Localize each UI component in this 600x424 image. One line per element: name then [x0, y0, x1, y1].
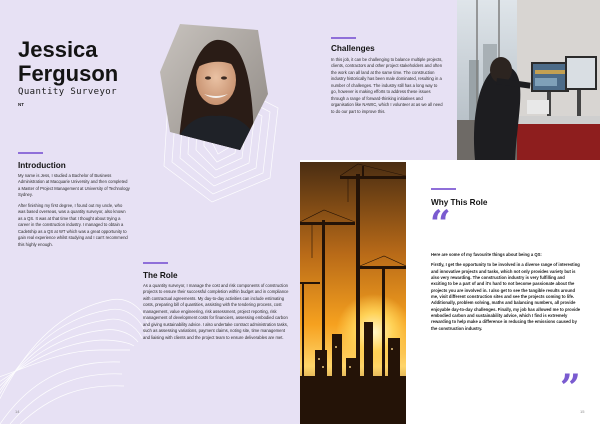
- state-label: NT: [18, 102, 24, 107]
- challenges-heading: Challenges: [331, 44, 375, 53]
- open-quote-icon: “: [430, 203, 451, 245]
- intro-paragraph: My name is Jess, I studied a Bachelor of Business Administration at Macquarie University and then completed a Master of Project Management at University of Technology Sydney.: [18, 173, 130, 198]
- wave-pattern-icon: [0, 270, 150, 424]
- last-name: Ferguson: [18, 61, 119, 86]
- profile-name: [18, 38, 118, 86]
- office-workstation-photo: [457, 0, 600, 160]
- challenges-body: In this job, it can be challenging to balance multiple projects, clients, contractors and other project stakeholders and often the work can all land at the same time. The construction industry historically has been male dominated, resulting in a number of challenges. The industry still has a long way to go, however is making efforts to address these issues through a range of forward-thinking initiatives and organisation like NAWIC, which I volunteer at as we all need to do our part to improve this.: [331, 57, 443, 114]
- construction-crane-photo: [300, 162, 406, 424]
- why-intro: Here are some of my favourite things about being a QS:: [431, 252, 542, 257]
- challenges-accent-line: [331, 37, 356, 39]
- job-title: Quantity Surveyor: [18, 87, 117, 97]
- intro-paragraph: After finishing my first degree, I found out my uncle, who was based overseas, was a quantity surveyor, also known as a QS. It was at that time that I thought about trying a career in the construction industry. I managed to obtain a Cadetship as a QS at WT which was a great opportunity to gain real experience whilst studying and I can't recommend this highly enough.: [18, 202, 128, 247]
- intro-heading: Introduction: [18, 161, 66, 170]
- intro-body: [18, 173, 130, 252]
- page-number-left: 14: [15, 409, 20, 414]
- close-quote-icon: ”: [560, 367, 581, 409]
- intro-accent-line: [18, 152, 43, 154]
- role-heading: The Role: [143, 271, 178, 280]
- portrait-photo: [158, 22, 270, 154]
- why-heading: Why This Role: [431, 198, 488, 207]
- page-number-right: 15: [580, 409, 585, 414]
- role-body: As a quantity surveyor, I manage the cost and risk components of construction projects to ensure their successful completion within budget and in compliance with contractual agreements. My day-to-day activities can include estimating costs, preparing bill of quantities, assisting with the tendering process, cost management, value engineering, risk assessment, project reporting, risk management of development costs for financiers, assessing embodied carbon and giving sustainability advice. I also undertake contract administration tasks, such as assessing variations, payment claims, noting site, time management and liaising with clients and the project team to ensure deliverables are met.: [143, 283, 289, 340]
- first-name: Jessica: [18, 37, 98, 62]
- why-body: [431, 252, 581, 336]
- why-paragraph: Firstly, I get the opportunity to be involved in a diverse range of interesting and innovative projects and tasks, which not only provides variety but is also very rewarding. The construction industry is very fulfilling and exciting to be a part of and it's hard to not become passionate about the projects you are involved in. I also get to see the tangible results around me, visit different construction sites and see the projects coming to life. Additionally, problem solving, maths and balancing numbers, all provide enjoyable day-to-day challenges. Finally, my job has allowed me to provide embodied carbon and sustainability advice, which I find is extremely rewarding to help make a difference in reducing the emissions caused by the construction industry.: [431, 262, 581, 331]
- role-accent-line: [143, 262, 168, 264]
- why-accent-line: [431, 188, 456, 190]
